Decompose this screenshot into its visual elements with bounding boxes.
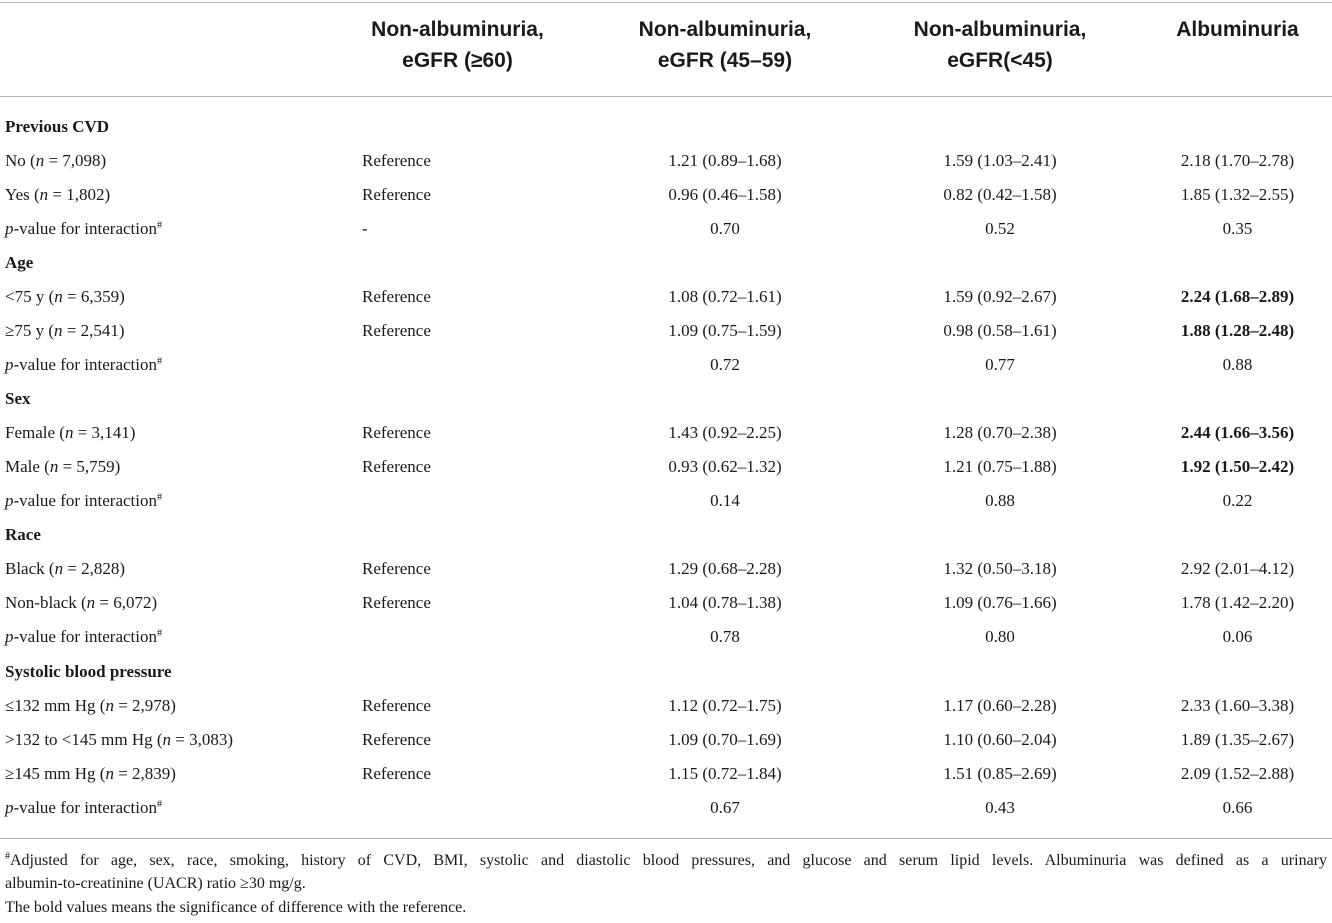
cell-albuminuria: 1.85 (1.32–2.55) bbox=[1180, 185, 1295, 204]
section-title: Sex bbox=[5, 389, 31, 408]
cell-reference: Reference bbox=[362, 593, 431, 612]
cell-albuminuria: 0.06 bbox=[1222, 627, 1253, 646]
cell-egfr-lt45: 0.77 bbox=[985, 355, 1015, 374]
cell-reference: Reference bbox=[362, 151, 431, 170]
header-col-egfr-lt45 bbox=[875, 14, 1125, 76]
row-label: <75 y (n = 6,359) bbox=[5, 287, 125, 306]
cell-egfr-45-59: 1.29 (0.68–2.28) bbox=[668, 559, 782, 578]
row-label: Non-black (n = 6,072) bbox=[5, 593, 158, 612]
header-col-egfr-45-59 bbox=[605, 14, 845, 76]
section-heading-previous-cvd bbox=[0, 110, 1332, 144]
header-col-egfr-lt45-line1: Non-albuminuria, bbox=[913, 18, 1087, 41]
header-col-egfr-45-59-line1: Non-albuminuria, bbox=[638, 18, 812, 41]
cell-egfr-45-59: 0.67 bbox=[710, 798, 740, 817]
row-label: Black (n = 2,828) bbox=[5, 559, 126, 578]
row-label: p-value for interaction# bbox=[5, 627, 162, 646]
cell-egfr-45-59: 0.93 (0.62–1.32) bbox=[668, 457, 782, 476]
cell-egfr-lt45: 0.80 bbox=[985, 627, 1015, 646]
cell-egfr-45-59: 1.09 (0.75–1.59) bbox=[668, 321, 782, 340]
section-title: Systolic blood pressure bbox=[5, 662, 172, 681]
footer-rule bbox=[0, 838, 1332, 839]
row-label: p-value for interaction# bbox=[5, 219, 162, 238]
cell-egfr-lt45: 0.98 (0.58–1.61) bbox=[943, 321, 1057, 340]
cell-egfr-45-59: 0.70 bbox=[710, 219, 740, 238]
cell-egfr-45-59: 1.09 (0.70–1.69) bbox=[668, 730, 782, 749]
cell-egfr-45-59: 1.12 (0.72–1.75) bbox=[668, 696, 782, 715]
table-row bbox=[0, 450, 1332, 484]
row-label: ≥145 mm Hg (n = 2,839) bbox=[5, 764, 176, 783]
cell-egfr-45-59: 1.15 (0.72–1.84) bbox=[668, 764, 782, 783]
section-heading-sex bbox=[0, 382, 1332, 416]
table-row bbox=[0, 314, 1332, 348]
cell-albuminuria: 0.88 bbox=[1222, 355, 1253, 374]
cell-albuminuria: 1.78 (1.42–2.20) bbox=[1180, 593, 1295, 612]
cell-egfr-lt45: 0.82 (0.42–1.58) bbox=[943, 185, 1057, 204]
header-rule bbox=[0, 96, 1332, 97]
top-rule bbox=[0, 2, 1332, 3]
cell-reference: Reference bbox=[362, 730, 431, 749]
cell-albuminuria: 0.35 bbox=[1222, 219, 1253, 238]
footnote-adjusted-line2: albumin-to-creatinine (UACR) ratio ≥30 mg/g. bbox=[5, 875, 306, 892]
p-value-row bbox=[0, 620, 1332, 654]
cell-reference: Reference bbox=[362, 764, 431, 783]
cell-reference: Reference bbox=[362, 287, 431, 306]
cell-albuminuria: 2.44 (1.66–3.56) bbox=[1180, 423, 1295, 442]
table-row bbox=[0, 416, 1332, 450]
cell-reference: Reference bbox=[362, 423, 431, 442]
row-label: ≤132 mm Hg (n = 2,978) bbox=[5, 696, 176, 715]
section-title: Race bbox=[5, 525, 41, 544]
p-value-row bbox=[0, 484, 1332, 518]
row-label: No (n = 7,098) bbox=[5, 151, 107, 170]
section-title: Previous CVD bbox=[5, 117, 110, 136]
cell-egfr-lt45: 1.21 (0.75–1.88) bbox=[943, 457, 1057, 476]
section-title: Age bbox=[5, 253, 34, 272]
cell-albuminuria: 2.24 (1.68–2.89) bbox=[1180, 287, 1295, 306]
row-label: >132 to <145 mm Hg (n = 3,083) bbox=[5, 730, 234, 749]
cell-albuminuria: 2.18 (1.70–2.78) bbox=[1180, 151, 1295, 170]
row-label: Female (n = 3,141) bbox=[5, 423, 136, 442]
cell-reference: Reference bbox=[362, 185, 431, 204]
header-col-albuminuria bbox=[1150, 14, 1325, 45]
table-row bbox=[0, 723, 1332, 757]
cell-egfr-lt45: 1.09 (0.76–1.66) bbox=[943, 593, 1057, 612]
table-row bbox=[0, 280, 1332, 314]
p-value-row bbox=[0, 348, 1332, 382]
cell-egfr-45-59: 1.43 (0.92–2.25) bbox=[668, 423, 782, 442]
cell-reference: Reference bbox=[362, 457, 431, 476]
header-col-egfr-60 bbox=[335, 14, 580, 76]
cell-albuminuria: 1.92 (1.50–2.42) bbox=[1180, 457, 1295, 476]
cell-egfr-lt45: 1.17 (0.60–2.28) bbox=[943, 696, 1057, 715]
cell-egfr-45-59: 0.72 bbox=[710, 355, 740, 374]
cell-egfr-lt45: 1.59 (1.03–2.41) bbox=[943, 151, 1057, 170]
row-label: p-value for interaction# bbox=[5, 355, 162, 374]
cell-egfr-45-59: 1.21 (0.89–1.68) bbox=[668, 151, 782, 170]
table-row bbox=[0, 552, 1332, 586]
cell-reference: - bbox=[362, 219, 368, 238]
table-row bbox=[0, 178, 1332, 212]
table-row bbox=[0, 689, 1332, 723]
cell-albuminuria: 2.33 (1.60–3.38) bbox=[1180, 696, 1295, 715]
cell-egfr-lt45: 1.10 (0.60–2.04) bbox=[943, 730, 1057, 749]
cell-albuminuria: 1.89 (1.35–2.67) bbox=[1180, 730, 1295, 749]
table-row bbox=[0, 586, 1332, 620]
cell-egfr-45-59: 0.78 bbox=[710, 627, 740, 646]
section-heading-race bbox=[0, 518, 1332, 552]
footnote-bold-values: The bold values means the significance of difference with the reference. bbox=[5, 899, 467, 916]
section-heading-systolic-bp bbox=[0, 655, 1332, 689]
cell-albuminuria: 2.09 (1.52–2.88) bbox=[1180, 764, 1295, 783]
header-col-egfr-lt45-line2: eGFR(<45) bbox=[947, 49, 1053, 72]
cell-albuminuria: 1.88 (1.28–2.48) bbox=[1180, 321, 1295, 340]
cell-egfr-lt45: 1.32 (0.50–3.18) bbox=[943, 559, 1057, 578]
cell-egfr-45-59: 1.04 (0.78–1.38) bbox=[668, 593, 782, 612]
row-label: Male (n = 5,759) bbox=[5, 457, 121, 476]
cell-egfr-lt45: 0.88 bbox=[985, 491, 1015, 510]
cell-reference: Reference bbox=[362, 696, 431, 715]
cell-albuminuria: 0.22 bbox=[1222, 491, 1253, 510]
table-row bbox=[0, 144, 1332, 178]
p-value-row bbox=[0, 791, 1332, 825]
cell-egfr-45-59: 0.14 bbox=[710, 491, 740, 510]
section-heading-age bbox=[0, 246, 1332, 280]
footnote-adjusted-line1: #Adjusted for age, sex, race, smoking, history of CVD, BMI, systolic and diastolic blood pressures, and glucose and serum lipid levels. Albuminuria was defined as a urinary bbox=[5, 851, 1327, 869]
cell-egfr-lt45: 1.28 (0.70–2.38) bbox=[943, 423, 1057, 442]
table-row bbox=[0, 757, 1332, 791]
header-col-egfr-60-line2: eGFR (≥60) bbox=[402, 49, 513, 72]
row-label: Yes (n = 1,802) bbox=[5, 185, 111, 204]
cell-albuminuria: 0.66 bbox=[1222, 798, 1253, 817]
p-value-row bbox=[0, 212, 1332, 246]
cell-egfr-lt45: 0.43 bbox=[985, 798, 1015, 817]
header-col-egfr-45-59-line2: eGFR (45–59) bbox=[657, 49, 793, 72]
cell-albuminuria: 2.92 (2.01–4.12) bbox=[1180, 559, 1295, 578]
cell-reference: Reference bbox=[362, 559, 431, 578]
cell-egfr-lt45: 0.52 bbox=[985, 219, 1015, 238]
cell-egfr-45-59: 0.96 (0.46–1.58) bbox=[668, 185, 782, 204]
cell-egfr-lt45: 1.59 (0.92–2.67) bbox=[943, 287, 1057, 306]
cell-egfr-lt45: 1.51 (0.85–2.69) bbox=[943, 764, 1057, 783]
header-col-albuminuria-label: Albuminuria bbox=[1176, 18, 1299, 41]
row-label: ≥75 y (n = 2,541) bbox=[5, 321, 125, 340]
cell-reference: Reference bbox=[362, 321, 431, 340]
cell-egfr-45-59: 1.08 (0.72–1.61) bbox=[668, 287, 782, 306]
row-label: p-value for interaction# bbox=[5, 798, 162, 817]
row-label: p-value for interaction# bbox=[5, 491, 162, 510]
header-col-egfr-60-line1: Non-albuminuria, bbox=[371, 18, 544, 41]
